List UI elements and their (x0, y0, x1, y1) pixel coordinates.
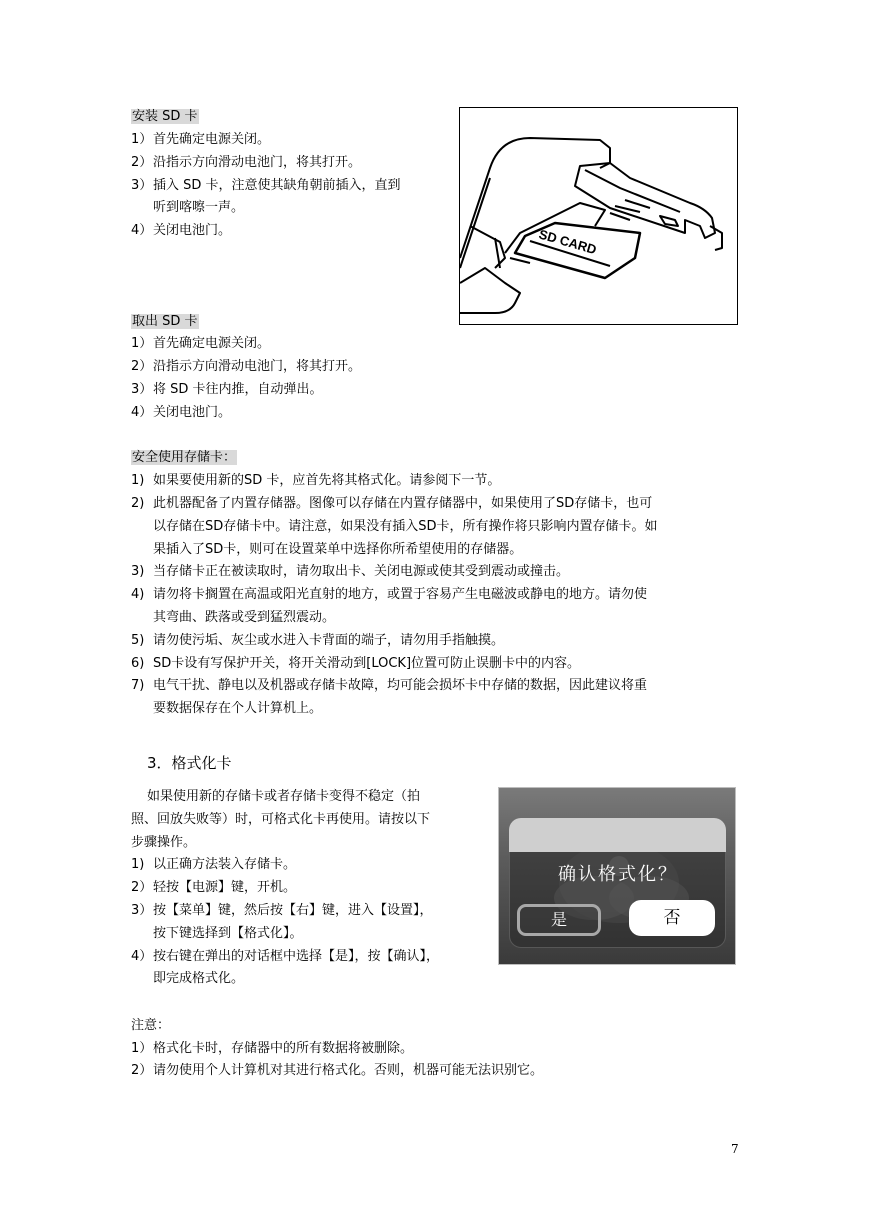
note-line: 1）格式化卡时，存储器中的所有数据将被删除。 (131, 1041, 414, 1056)
safety-line: 以存储在SD存储卡中。请注意，如果没有插入SD卡，所有操作将只影响内置存储卡。如 (153, 519, 658, 534)
note-line: 2）请勿使用个人计算机对其进行格式化。否则，机器可能无法识别它。 (131, 1063, 544, 1078)
sd-card-label: SD CARD (537, 226, 599, 258)
format-dialog-figure (498, 787, 736, 965)
safety-title: 安全使用存储卡： (132, 450, 237, 465)
safety-line: 5) 请勿使污垢、灰尘或水进入卡背面的端子，请勿用手指触摸。 (131, 633, 505, 648)
remove-step: 2）沿指示方向滑动电池门，将其打开。 (131, 359, 362, 374)
format-step: 1) 以正确方法装入存储卡。 (131, 857, 297, 872)
format-intro: 步骤操作。 (131, 835, 197, 850)
safety-line: 7) 电气干扰、静电以及机器或存储卡故障，均可能会损坏卡中存储的数据，因此建议将重 (131, 678, 648, 693)
format-intro: 照、回放失败等）时，可格式化卡再使用。请按以下 (131, 812, 431, 827)
format-step: 按下键选择到【格式化】。 (153, 926, 303, 941)
remove-step: 1）首先确定电源关闭。 (131, 336, 271, 351)
yes-button[interactable]: 是 (517, 904, 601, 936)
format-intro: 如果使用新的存储卡或者存储卡变得不稳定（拍 (147, 789, 421, 804)
format-step: 2）轻按【电源】键，开机。 (131, 880, 297, 895)
install-step: 4）关闭电池门。 (131, 223, 232, 238)
format-step: 3）按【菜单】键，然后按【右】键，进入【设置】， (131, 903, 433, 918)
format-step: 即完成格式化。 (153, 971, 245, 986)
safety-line: 6) SD卡设有写保护开关，将开关滑动到[LOCK]位置可防止误删卡中的内容。 (131, 656, 581, 671)
install-title: 安装 SD 卡 (132, 109, 198, 124)
safety-line: 其弯曲、跌落或受到猛烈震动。 (153, 610, 336, 625)
install-step: 3）插入 SD 卡，注意使其缺角朝前插入，直到 (131, 178, 401, 193)
sd-card-insertion-figure (459, 107, 738, 325)
safety-line: 果插入了SD卡，则可在设置菜单中选择你所希望使用的存储器。 (153, 542, 523, 557)
camera-battery-door-illustration (460, 108, 738, 325)
safety-line: 1) 如果要使用新的SD 卡，应首先将其格式化。请参阅下一节。 (131, 473, 501, 488)
install-step: 听到喀嚓一声。 (153, 200, 245, 215)
note-title: 注意： (131, 1018, 171, 1033)
install-step: 1）首先确定电源关闭。 (131, 132, 271, 147)
safety-line: 2) 此机器配备了内置存储器。图像可以存储在内置存储器中，如果使用了SD存储卡，也可 (131, 496, 653, 511)
safety-line: 要数据保存在个人计算机上。 (153, 701, 323, 716)
page-number: 7 (731, 1142, 739, 1156)
safety-line: 4) 请勿将卡搁置在高温或阳光直射的地方，或置于容易产生电磁波或静电的地方。请勿使 (131, 587, 648, 602)
dialog-title: 确认格式化？ (558, 864, 678, 885)
install-step: 2）沿指示方向滑动电池门，将其打开。 (131, 155, 362, 170)
remove-step: 4）关闭电池门。 (131, 405, 232, 420)
format-heading: 3．格式化卡 (147, 754, 232, 772)
remove-title: 取出 SD 卡 (132, 314, 198, 329)
no-button[interactable]: 否 (629, 900, 715, 936)
format-step: 4）按右键在弹出的对话框中选择【是】，按【确认】， (131, 949, 440, 964)
remove-step: 3）将 SD 卡往内推，自动弹出。 (131, 382, 323, 397)
safety-line: 3) 当存储卡正在被读取时，请勿取出卡、关闭电源或使其受到震动或撞击。 (131, 564, 570, 579)
dialog-header-bar (509, 818, 726, 852)
